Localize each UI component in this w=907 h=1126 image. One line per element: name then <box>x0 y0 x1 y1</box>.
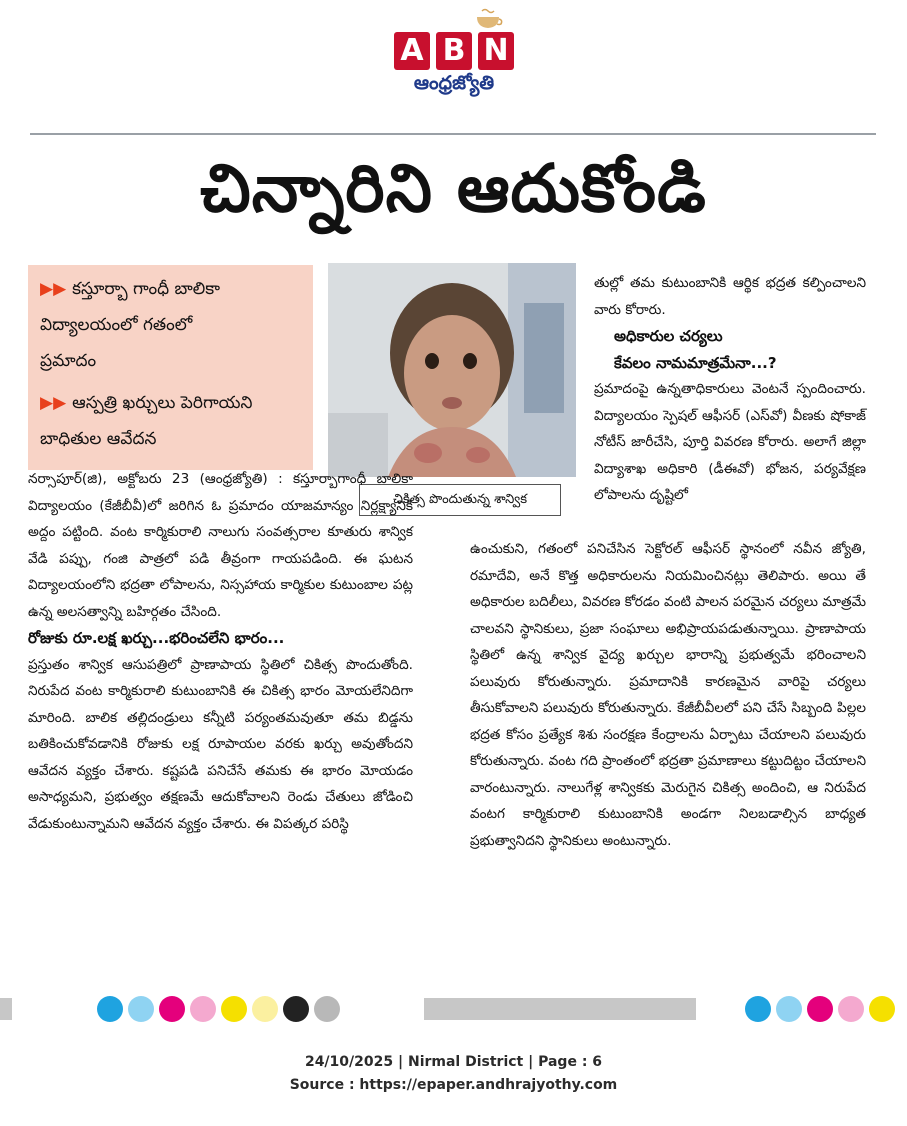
article-paragraph: తుల్లో తమ కుటుంబానికి ఆర్థిక భద్రత కల్పించాలని వారు కోరారు. <box>594 275 866 318</box>
right-column-top <box>594 270 866 509</box>
highlight-line: బాధితుల ఆవేదన <box>40 429 157 449</box>
registration-bar <box>0 998 12 1020</box>
logo-letter-b: B <box>436 32 472 70</box>
page-footer-source: Source : https://epaper.andhrajyothy.com <box>289 1077 618 1093</box>
logo-letter-n: N <box>478 32 514 70</box>
logo-letter-a: A <box>394 32 430 70</box>
registration-dot <box>869 996 895 1022</box>
registration-dot <box>838 996 864 1022</box>
registration-dot <box>190 996 216 1022</box>
section-subheading: అధికారుల చర్యలు <box>614 327 723 345</box>
registration-dot <box>314 996 340 1022</box>
double-arrow-icon: ▶▶ <box>40 279 67 299</box>
highlight-item <box>40 385 308 457</box>
article-paragraph: నర్సాపూర్(జి), అక్టోబరు 23 (ఆంధ్రజ్యోతి) : కస్తూర్బాగాంధీ బాలికా విద్యాలయం (కేజీబీవీ)లో జరిగిన ఓ ప్రమాదం యాజమాన్యం నిర్లక్ష్యానికి అద్దం పట్టింది. వంట కార్మికురాలి నాలుగు సంవత్సరాల కూతురు శాన్విక వేడి పప్పు, గంజి పాత్రలో పడి తీవ్రంగా గాయపడింది. ఈ ఘటన విద్యాలయంలోని భద్రతా లోపాలను, నిస్సహాయ కార్మికుల కుటుంబాల పట్ల ఉన్న అలసత్వాన్ని బహిర్గతం చేసింది. <box>28 471 413 620</box>
article-headline: చిన్నారిని ఆదుకోండి <box>200 150 707 227</box>
registration-dot <box>745 996 771 1022</box>
header-divider <box>30 133 876 135</box>
right-column-bottom <box>470 536 866 854</box>
photo-caption: చికిత్స పొందుతున్న శాన్విక <box>359 484 561 516</box>
registration-dot <box>252 996 278 1022</box>
highlight-item <box>40 271 308 379</box>
registration-bar <box>424 998 696 1020</box>
section-subheading: కేవలం నామమాత్రమేనా...? <box>614 353 777 372</box>
cup-icon <box>474 8 504 30</box>
article-paragraph: ఉంచుకుని, గతంలో పనిచేసిన సెక్టోరల్ ఆఫీసర్ స్థానంలో నవీన జ్యోతి, రమాదేవి, అనే కొత్త అధికారులను నియమించినట్లు తెలిపారు. అయి తే అధికారుల బదిలీలు, వివరణ కోరడం వంటి పాలన పరమైన చర్యలు మాత్రమే చాలవని స్థానికులు, ప్రజా సంఘాలు అభిప్రాయపడుతున్నాయి. ప్రాణాపాయ స్థితిలో ఉన్న శాన్విక వైద్య ఖర్చుల భారాన్ని ప్రభుత్వమే భరించాలని పలువురు కోరుతున్నారు. ప్రమాదానికి కారణమైన వారిపై చర్యలు తీసుకోవాలని పలువురు కోరుతున్నారు. కేజీబీవీలలో పని చేసే సిబ్బంది పిల్లల భద్రత కోసం ప్రత్యేక శిశు సంరక్షణ కేంద్రాలను ఏర్పాటు చేయాలని పలువురు కోరుతున్నారు. వంట గది ప్రాంతంలో భద్రతా ప్రమాణాలు కట్టుదిట్టం చేయాలని వారంటున్నారు. నాలుగేళ్ల శాన్వికకు మెరుగైన చికిత్స అందించి, ఆ నిరుపేద వంటగ కార్మికురాలి కుటుంబానికి అండగా నిలబడాల్సిన బాధ్యత ప్రభుత్వానిదని స్థానికులు అంటున్నారు. <box>470 541 866 849</box>
highlight-line: విద్యాలయంలో గతంలో <box>40 315 193 335</box>
registration-dot <box>221 996 247 1022</box>
child-photo <box>328 263 576 477</box>
registration-dot <box>776 996 802 1022</box>
highlight-line: ఆస్పత్రి ఖర్చులు పెరిగాయని <box>72 393 253 413</box>
highlights-box <box>28 265 313 470</box>
newspaper-logo <box>392 8 516 104</box>
registration-dot <box>97 996 123 1022</box>
highlight-line: కస్తూర్బా గాంధీ బాలికా <box>72 279 220 299</box>
article-paragraph: ప్రమాదంపై ఉన్నతాధికారులు వెంటనే స్పందించారు. విద్యాలయం స్పెషల్ ఆఫీసర్ (ఎస్‌వో) వీణకు షోకాజ్ నోటీస్ జారీచేసి, పూర్తి వివరణ కోరారు. అలాగే జిల్లా విద్యాశాఖ అధికారి (డీఈవో) భోజన, పర్యవేక్షణ లోపాలను దృష్టిలో <box>594 381 866 503</box>
highlight-line: ప్రమాదం <box>40 351 97 371</box>
registration-dot <box>807 996 833 1022</box>
section-subheading: రోజుకు రూ.లక్ష ఖర్చు...భరించలేని భారం... <box>28 629 285 647</box>
page-footer-date: 24/10/2025 | Nirmal District | Page : 6 <box>304 1054 603 1070</box>
double-arrow-icon: ▶▶ <box>40 393 67 413</box>
logo-subtitle: ఆంధ్రజ్యోతి <box>413 72 495 94</box>
registration-dot <box>128 996 154 1022</box>
registration-dot <box>283 996 309 1022</box>
article-paragraph: ప్రస్తుతం శాన్విక ఆసుపత్రిలో ప్రాణాపాయ స్థితిలో చికిత్స పొందుతోంది. నిరుపేద వంట కార్మికురాలి కుటుంబానికి ఈ చికిత్స భారం మోయలేనిదిగా మారింది. బాలిక తల్లిదండ్రులు కన్నీటి పర్యంతమవుతూ తమ బిడ్డను బతికించుకోవడానికి రోజుకు లక్ష రూపాయల వరకు ఖర్చు అవుతోందని ఆవేదన వ్యక్తం చేశారు. కష్టపడి పనిచేసే తమకు ఈ భారం మోయడం అసాధ్యమని, ప్రభుత్వం తక్షణమే ఆదుకోవాలని రెండు చేతులు జోడించి వేడుకుంటున్నామని ఆవేదన వ్యక్తం చేశారు. ఈ విపత్కర పరిస్థి <box>28 656 413 832</box>
registration-dot <box>159 996 185 1022</box>
left-column <box>28 466 413 837</box>
